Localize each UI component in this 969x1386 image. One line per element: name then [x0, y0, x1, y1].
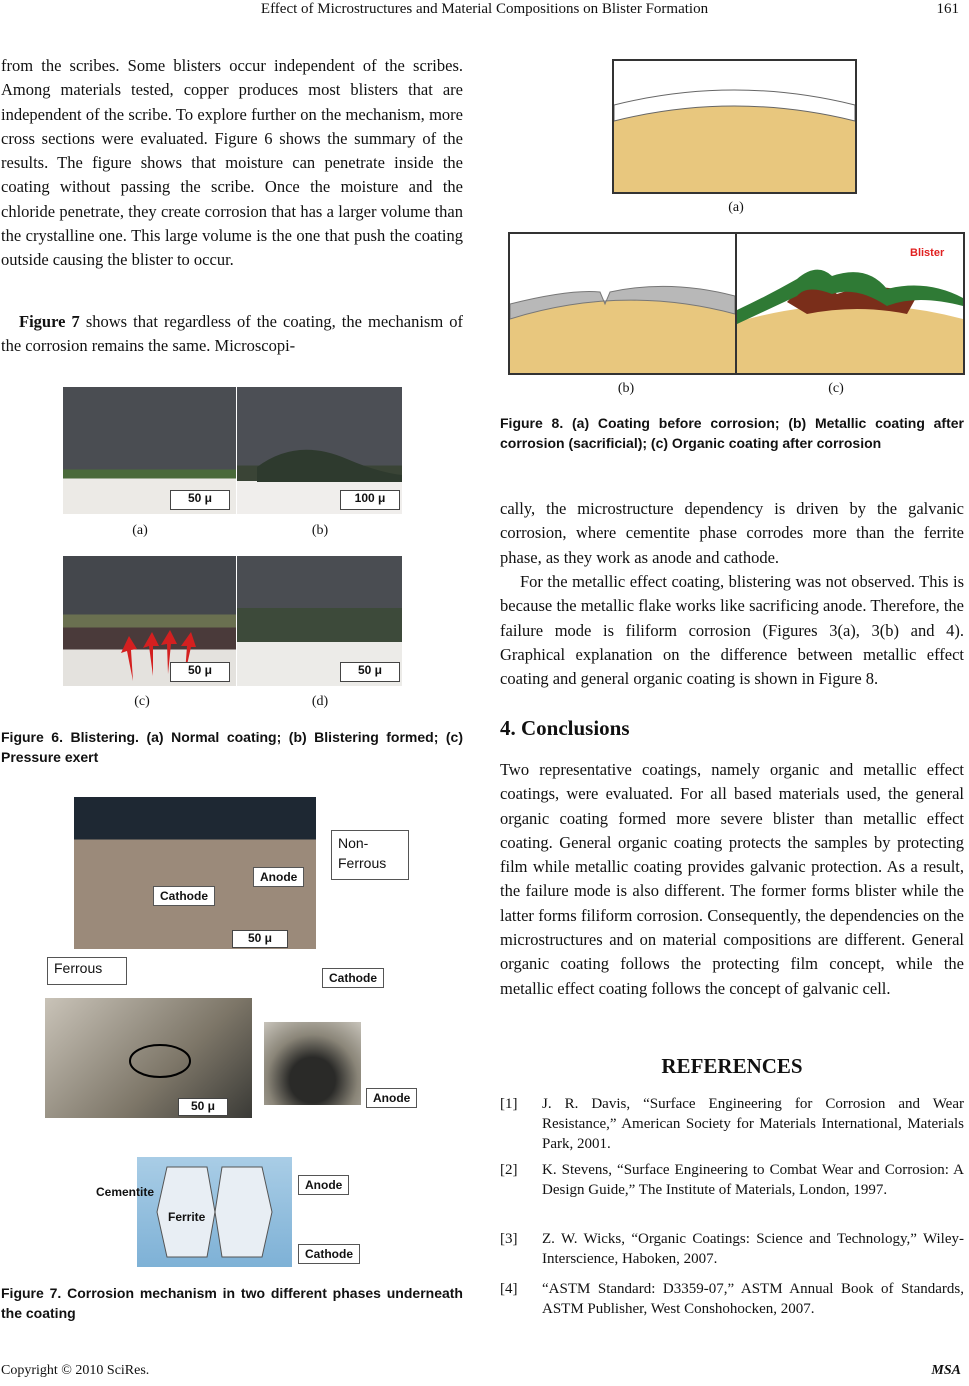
fig6-sub-b: (b): [311, 523, 329, 538]
fig6-sub-c: (c): [134, 694, 150, 709]
fig6-scale-b: 100 μ: [340, 490, 400, 510]
left-paragraph-1: from the scribes. Some blisters occur independent of the scribes. Among materials tested, copper produces most blisters that are independent of the scribe. To explore further on the mechanism, more cross sections were evaluated. Figure 6 shows the summary of the results. The figure shows that moisture can penetrate inside the coating without passing the scribe. Once the moisture and the chloride penetrate, they create corrosion that has a larger volume than the crystalline one. This large volume is the one that push the coating outside causing the blister to occur.: [1, 56, 463, 270]
conclusions-heading: 4. Conclusions: [500, 716, 630, 740]
left-paragraph-2: [1, 310, 463, 359]
fig8-sub-b: (b): [617, 381, 635, 396]
fig7-scale-1: 50 μ: [232, 930, 288, 948]
fig6-scale-a: 50 μ: [170, 490, 230, 510]
running-title: Effect of Microstructures and Material Compositions on Blister Formation: [260, 1, 709, 17]
fig8-image-c: [735, 232, 965, 375]
fig7-label-ferrite: Ferrite: [168, 1210, 206, 1224]
fig8-metallic-after: [510, 234, 735, 373]
reference-number: [1]: [500, 1096, 518, 1112]
fig8-sub-c: (c): [828, 381, 844, 396]
reference-text: “ASTM Standard: D3359-07,” ASTM Annual Book of Standards, ASTM Publisher, West Conshohocken, 2007.: [542, 1281, 964, 1317]
reference-item: [500, 1094, 964, 1154]
conclusions-text: Two representative coatings, namely organic and metallic effect coatings, were evaluated. For all based materials used, the general organic coating formed more severe blister than metallic effect coating. General organic coating protects the samples by protecting film while metallic coating provides galvanic protection. As a result, the failure mode is also different. The former forms blister while the latter forms filiform corrosion. Consequently, the dependencies on the microstructures and on material compositions are different. General organic coating follows the protecting film concept, while the metallic effect coating follows the concept of galvanic cell.: [500, 760, 964, 998]
reference-item: [500, 1279, 964, 1319]
fig8-image-a: [612, 59, 857, 194]
fig6-caption: Figure 6. Blistering. (a) Normal coating; (b) Blistering formed; (c) Pressure exert: [1, 729, 463, 765]
reference-number: [2]: [500, 1162, 518, 1178]
fig8-label-blister: Blister: [910, 247, 945, 259]
left-paragraph-2-body: shows that regardless of the coating, the mechanism of the corrosion remains the same. Microscopi-: [1, 312, 463, 356]
fig7-label-ferrous: Ferrous: [47, 957, 127, 985]
fig6-scale-d: 50 μ: [340, 662, 400, 682]
fig8-sub-a: (a): [728, 200, 744, 215]
fig8-caption: Figure 8. (a) Coating before corrosion; (b) Metallic coating after corrosion (sacrificial); (c) Organic coating after corrosion: [500, 415, 964, 451]
fig7-label-anode-3: Anode: [298, 1175, 349, 1195]
fig7-label-cathode-1: Cathode: [153, 886, 215, 906]
reference-item: [500, 1160, 964, 1200]
fig6-sub-d: (d): [311, 694, 329, 709]
reference-number: [3]: [500, 1231, 518, 1247]
fig7-caption: Figure 7. Corrosion mechanism in two different phases underneath the coating: [1, 1285, 463, 1321]
fig6-scale-c: 50 μ: [170, 662, 230, 682]
fig8-coating-before: [614, 61, 855, 192]
page-number: 161: [936, 1, 959, 17]
fig7-ferrite-diagram: [137, 1157, 292, 1267]
fig7-label-cathode-2: Cathode: [322, 968, 384, 988]
reference-text: J. R. Davis, “Surface Engineering for Corrosion and Wear Resistance,” American Society for Materials International, Materials Park, 2001.: [542, 1096, 964, 1152]
right-paragraph-1: cally, the microstructure dependency is driven by the galvanic corrosion, where cementite phase corrodes more than the ferrite phase, as they work as anode and cathode.: [500, 499, 964, 567]
fig7-label-non-ferrous: Non- Ferrous: [331, 830, 409, 880]
fig7-label-cathode-3: Cathode: [298, 1244, 360, 1264]
figure7-ref: Figure 7: [19, 312, 80, 331]
fig7-label-cementite: Cementite: [96, 1185, 155, 1199]
references-heading: REFERENCES: [661, 1054, 803, 1078]
fig8-image-b: [508, 232, 737, 375]
reference-item: [500, 1229, 964, 1269]
fig7-label-anode-1: Anode: [253, 867, 304, 887]
fig7-label-anode-2: Anode: [366, 1088, 417, 1108]
fig6-sub-a: (a): [132, 523, 148, 538]
reference-text: K. Stevens, “Surface Engineering to Combat Wear and Corrosion: A Design Guide,” The Institute of Materials, London, 1997.: [542, 1162, 964, 1198]
copyright-text: Copyright © 2010 SciRes.: [1, 1363, 150, 1378]
fig7-image-zoom: [264, 1022, 361, 1105]
fig7-scale-2: 50 μ: [178, 1098, 228, 1116]
running-header: [0, 0, 969, 24]
right-paragraph-2: For the metallic effect coating, blistering was not observed. This is because the metallic flake works like sacrificing anode. Therefore, the failure mode is filiform corrosion (Figures 3(a), 3(b) and 4). Graphical explanation on the difference between metallic effect coating and general organic coating is shown in Figure 8.: [500, 572, 964, 689]
journal-abbrev: MSA: [931, 1363, 961, 1378]
fig7-grain-shapes: [137, 1157, 292, 1267]
reference-number: [4]: [500, 1281, 518, 1297]
reference-text: Z. W. Wicks, “Organic Coatings: Science and Technology,” Wiley-Interscience, Haboken, 2007.: [542, 1231, 964, 1267]
